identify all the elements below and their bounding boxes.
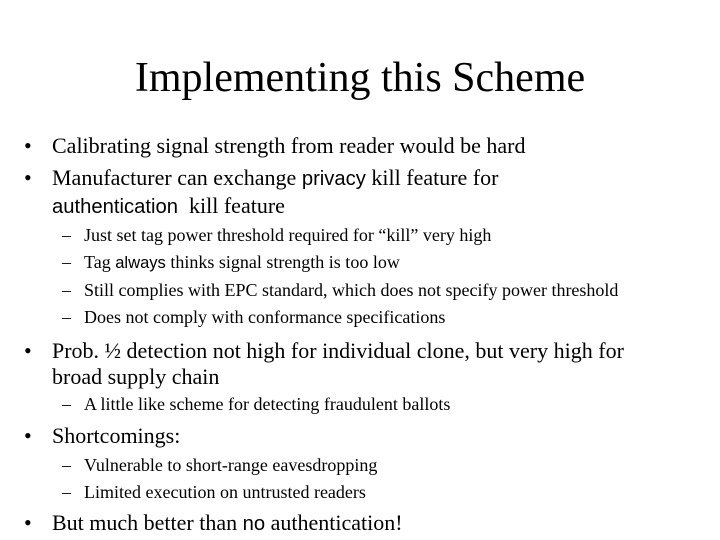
bullet-glyph: • [24,423,32,448]
subbullet-text: A little like scheme for detecting fraudulent ballots [84,394,451,414]
text-run: authentication! [265,510,403,535]
text-run-no: no [242,513,266,535]
bullet-glyph: • [24,133,32,158]
dash-glyph: – [62,225,71,245]
subbullet-text [84,250,400,275]
bullet-text [52,508,403,539]
slide-title: Implementing this Scheme [134,55,586,101]
text-run-privacy: privacy [301,168,366,190]
dash-glyph: – [62,482,71,502]
text-run: kill feature for [365,165,499,190]
dash-glyph: – [62,455,71,475]
text-run: kill feature [178,193,285,218]
text-run: Tag [84,252,116,272]
text-run: thinks signal strength is too low [165,252,400,272]
dash-glyph: – [62,280,71,300]
bullet-text: Prob. ½ detection not high for individual clone, but very high for [52,338,624,363]
bullet-glyph: • [24,165,32,190]
bullet-glyph: • [24,338,32,363]
bullet-text: Calibrating signal strength from reader would be hard [52,133,526,158]
subbullet-text: Still complies with EPC standard, which does not specify power threshold [84,280,619,300]
dash-glyph: – [62,307,71,327]
bullet-text: Shortcomings: [52,423,181,448]
text-run-always: always [115,253,166,272]
dash-glyph: – [62,394,71,414]
bullet-text [52,163,498,194]
bullet-glyph: • [24,510,32,535]
text-run: But much better than [52,510,243,535]
subbullet-text: Just set tag power threshold required for “kill” very high [84,225,492,245]
text-run-authentication: authentication [52,196,179,218]
bullet-text [52,191,285,222]
text-run: Manufacturer can exchange [52,165,302,190]
subbullet-text: Does not comply with conformance specifications [84,307,446,327]
bullet-text: broad supply chain [52,364,220,389]
dash-glyph: – [62,252,71,272]
subbullet-text: Vulnerable to short-range eavesdropping [84,455,378,475]
subbullet-text: Limited execution on untrusted readers [84,482,366,502]
